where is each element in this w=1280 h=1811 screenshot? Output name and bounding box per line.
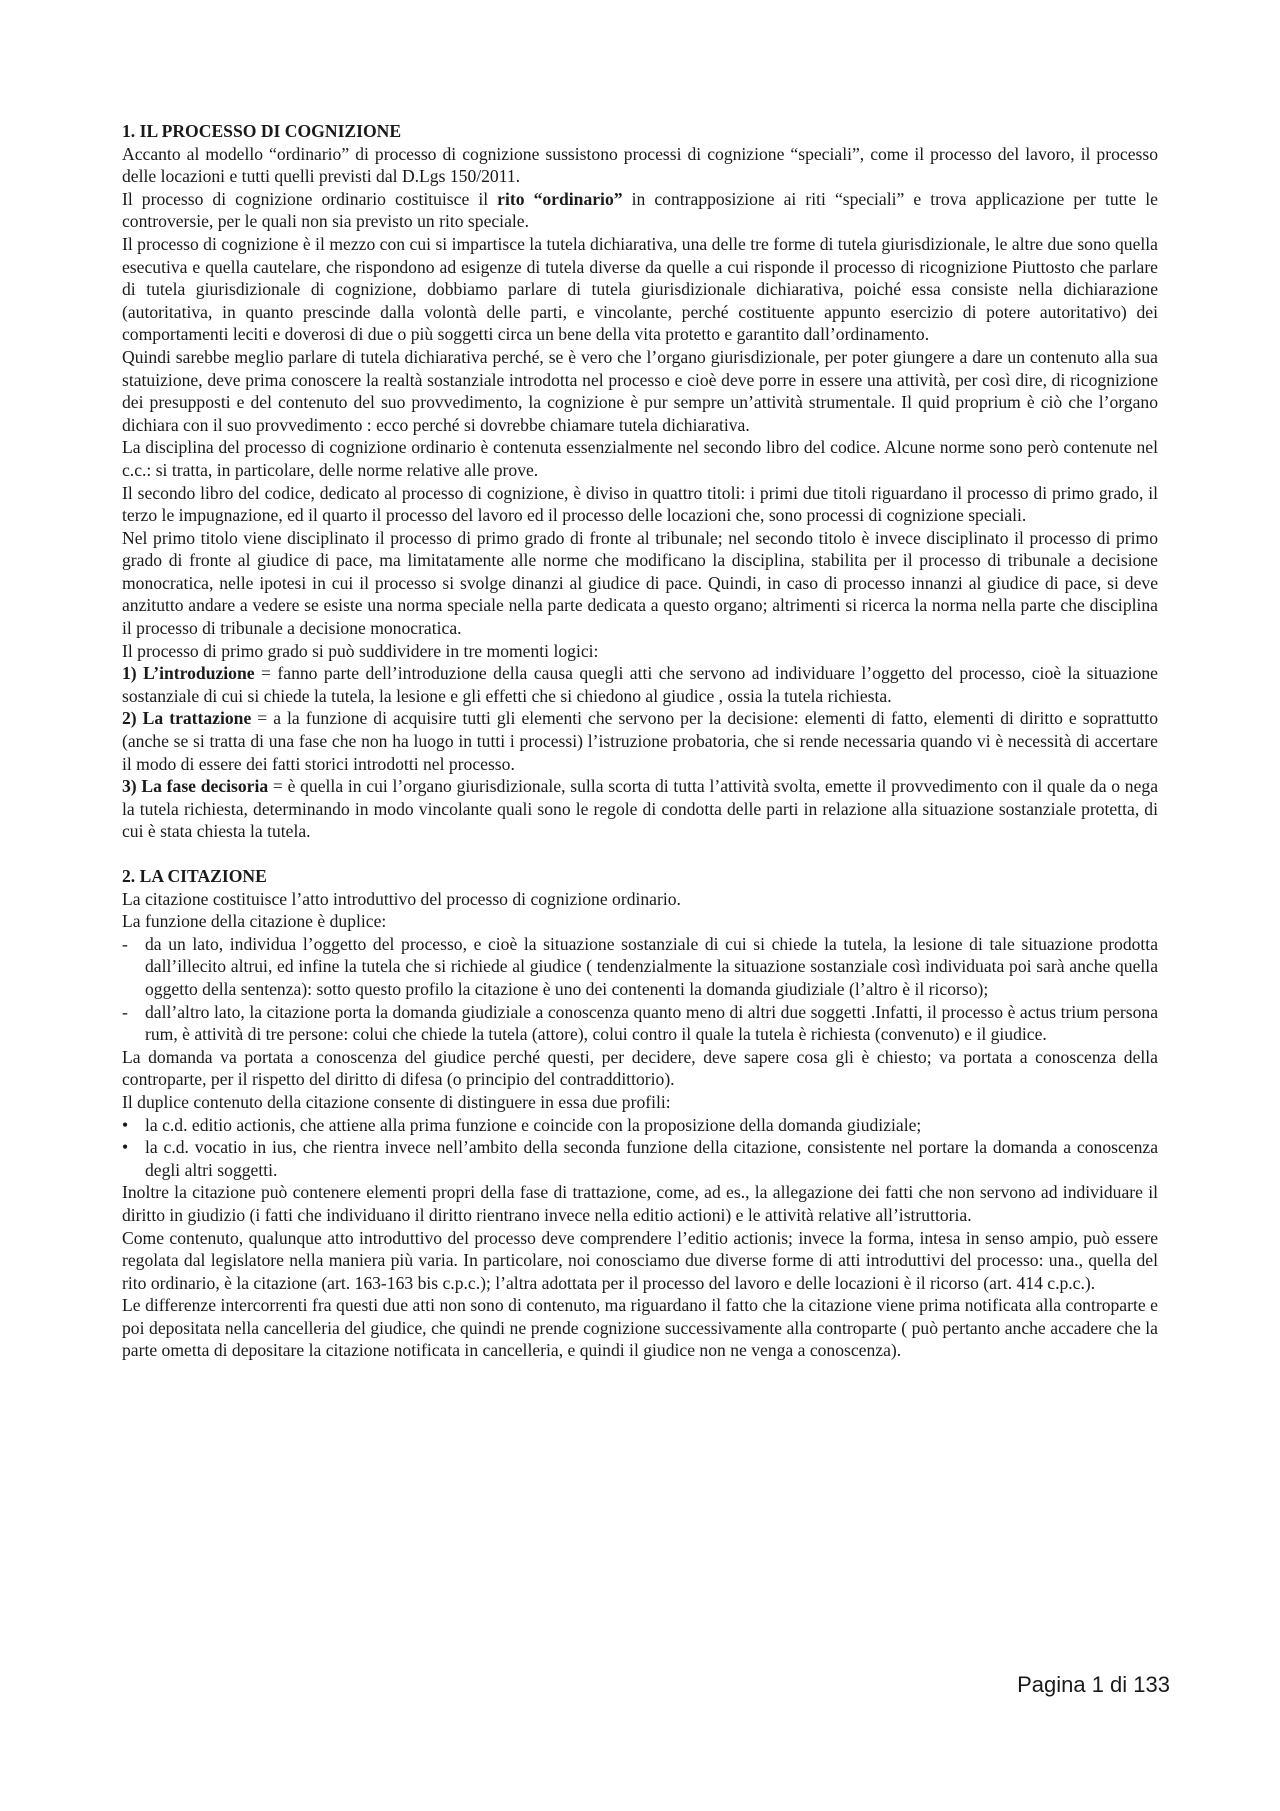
paragraph: Quindi sarebbe meglio parlare di tutela dichiarativa perché, se è vero che l’organo giurisdizionale, per poter giungere a dare un contenuto alla sua statuizione, deve prima conoscere la realtà sostanziale introdotta nel processo e cioè deve porre in essere una attività, per così dire, di ricognizione dei presupposti e del contenuto del suo provvedimento, la cognizione è pur sempre un’attività strumentale. Il quid proprium è ciò che l’organo dichiara con il suo provvedimento : ecco perché si dovrebbe chiamare tutela dichiarativa. [122,346,1158,435]
bullet-marker: • [122,1114,129,1135]
paragraph: Inoltre la citazione può contenere elementi propri della fase di trattazione, come, ad es., la allegazione dei fatti che non servono ad individuare il diritto in giudizio (i fatti che individuano il diritto rientrano invece nella editio actioni) e le attività relative all’istruttoria. [122,1182,1158,1225]
paragraph: Il processo di cognizione è il mezzo con cui si impartisce la tutela dichiarativa, una delle tre forme di tutela giurisdizionale, le altre due sono quella esecutiva e quella cautelare, che rispondono ad esigenze di tutela diverse da quelle a cui risponde il processo di ricognizione Piuttosto che parlare di tutela giurisdizionale di cognizione, dobbiamo parlare di tutela giurisdizionale dichiarativa, poiché essa consiste nella dichiarazione (autoritativa, in quanto prescinde dalla volontà delle parti, e vincolante, perché costituente appunto esercizio di potere autoritativo) dei comportamenti leciti e doverosi di due o più soggetti circa un bene della vita protetto e garantito dall’ordinamento. [122,233,1158,345]
dash-marker: - [122,1001,128,1022]
section-citazione [122,865,1158,1362]
paragraph: Accanto al modello “ordinario” di processo di cognizione sussistono processi di cognizione “speciali”, come il processo del lavoro, il processo delle locazioni e tutti quelli previsti dal D.Lgs 150/2011. [122,143,1158,187]
dash-marker: - [122,933,128,954]
list-item-text: da un lato, individua l’oggetto del processo, e cioè la situazione sostanziale di cui si chiede la tutela, la lesione di tale situazione prodotta dall’illecito altrui, ed infine la tutela che si richiede al giudice ( tendenzialmente la situazione sostanziale così individuata poi sarà anche quella oggetto della sentenza): sotto questo profilo la citazione è uno dei contenenti la domanda giudiziale (l’altro è il ricorso); [145,933,1158,999]
list-item-text: la c.d. vocatio in ius, che rientra invece nell’ambito della seconda funzione della citazione, consistente nel portare la domanda a conoscenza degli altri soggetti. [145,1137,1158,1180]
page-content [122,120,1158,1362]
page-number: Pagina 1 di 133 [1017,1672,1170,1697]
paragraph: La domanda va portata a conoscenza del giudice perché questi, per decidere, deve sapere cosa gli è chiesto; va portata a conoscenza della controparte, per il rispetto del diritto di difesa (o principio del contraddittorio). [122,1046,1158,1090]
phase-title: 2) La trattazione [122,708,252,729]
list-item [122,1136,1158,1181]
bullet-marker: • [122,1137,129,1158]
list-item [122,1114,1158,1137]
paragraph: Le differenze intercorrenti fra questi due atti non sono di contenuto, ma riguardano il fatto che la citazione viene prima notificata alla controparte e poi depositata nella cancelleria del giudice, che quindi ne prende cognizione successivamente alla controparte ( può pertanto anche accadere che la parte ometta di depositare la citazione notificata in cancelleria, e quindi il giudice non ne venga a conoscenza). [122,1295,1158,1361]
phase-text: = è quella in cui l’organo giurisdizionale, sulla scorta di tutta l’attività svolta, emette il provvedimento con il quale da o nega la tutela richiesta, determinando in modo vincolante quali sono le regole di condotta delle parti in relazione alla situazione sostanziale protetta, di cui è stata chiesta la tutela. [122,776,1158,842]
paragraph [122,188,1158,233]
paragraph-text: Il processo di cognizione ordinario costituisce il [122,188,498,209]
phase-title: 3) La fase decisoria [122,776,269,797]
phase-item-introduzione [122,662,1158,707]
bullet-list [122,1114,1158,1182]
section-spacer [122,843,1158,865]
section-heading: 2. LA CITAZIONE [122,866,267,886]
section-heading: 1. IL PROCESSO DI COGNIZIONE [122,121,402,141]
list-item [122,1001,1158,1046]
phase-item-fase-decisoria [122,775,1158,843]
paragraph: La funzione della citazione è duplice: [122,911,387,932]
paragraph: La disciplina del processo di cognizione ordinario è contenuta essenzialmente nel secondo libro del codice. Alcune norme sono però contenute nel c.c.: si tratta, in particolare, delle norme relative alle prove. [122,437,1158,480]
phase-title: 1) L’introduzione [122,663,255,684]
paragraph: Nel primo titolo viene disciplinato il processo di primo grado di fronte al tribunale; nel secondo titolo è invece disciplinato il processo di primo grado di fronte al giudice di pace, ma limitatamente alle norme che modificano la disciplina, stabilita per il processo di tribunale a decisione monocratica, nelle ipotesi in cui il processo si svolge dinanzi al giudice di pace. Quindi, in caso di processo innanzi al giudice di pace, si deve anzitutto andare a vedere se esiste una norma speciale nella parte dedicata a questo organo; altrimenti si ricerca la norma nella parte che disciplina il processo di tribunale a decisione monocratica. [122,527,1158,639]
bold-term: rito “ordinario” [497,188,623,209]
phase-text: = fanno parte dell’introduzione della causa quegli atti che servono ad individuare l’oggetto del processo, cioè la situazione sostanziale di cui si chiede la tutela, la lesione e gli effetti che si chiedono al giudice , ossia la tutela richiesta. [122,663,1158,706]
paragraph: Il duplice contenuto della citazione consente di distinguere in essa due profili: [122,1091,671,1112]
paragraph: Il processo di primo grado si può suddividere in tre momenti logici: [122,640,599,661]
paragraph: Come contenuto, qualunque atto introduttivo del processo deve comprendere l’editio actionis; invece la forma, intesa in senso ampio, può essere regolata dal legislatore nella maniera più varia. In particolare, noi conosciamo due diverse forme di atti introduttivi del processo: una., quella del rito ordinario, è la citazione (art. 163-163 bis c.p.c.); l’altra adottata per il processo del lavoro e delle locazioni è il ricorso (art. 414 c.p.c.). [122,1227,1158,1293]
phase-text: = a la funzione di acquisire tutti gli elementi che servono per la decisione: elementi di fatto, elementi di diritto e soprattutto (anche se si tratta di una fase che non ha luogo in tutti i processi) l’istruzione probatoria, che si rende necessaria quando vi è necessità di accertare il modo di essere dei fatti storici introdotti nel processo. [122,708,1158,774]
list-item-text: la c.d. editio actionis, che attiene alla prima funzione e coincide con la proposizione della domanda giudiziale; [145,1114,922,1135]
phase-item-trattazione [122,707,1158,775]
list-item [122,933,1158,1001]
paragraph-text: in contrapposizione ai riti “speciali” e trova applicazione per tutte le controversie, per le quali non sia previsto un rito speciale. [122,188,1158,232]
dash-list [122,933,1158,1046]
paragraph: Il secondo libro del codice, dedicato al processo di cognizione, è diviso in quattro titoli: i primi due titoli riguardano il processo di primo grado, il terzo le impugnazione, ed il quarto il processo del lavoro ed il processo delle locazioni che, sono processi di cognizione speciali. [122,482,1158,526]
list-item-text: dall’altro lato, la citazione porta la domanda giudiziale a conoscenza quanto meno di altri due soggetti .Infatti, il processo è actus trium persona rum, è attività di tre persone: colui che chiede la tutela (attore), colui contro il quale la tutela è richiesta (convenuto) e il giudice. [145,1001,1158,1045]
section-processo-di-cognizione [122,120,1158,843]
paragraph: La citazione costituisce l’atto introduttivo del processo di cognizione ordinario. [122,888,681,909]
